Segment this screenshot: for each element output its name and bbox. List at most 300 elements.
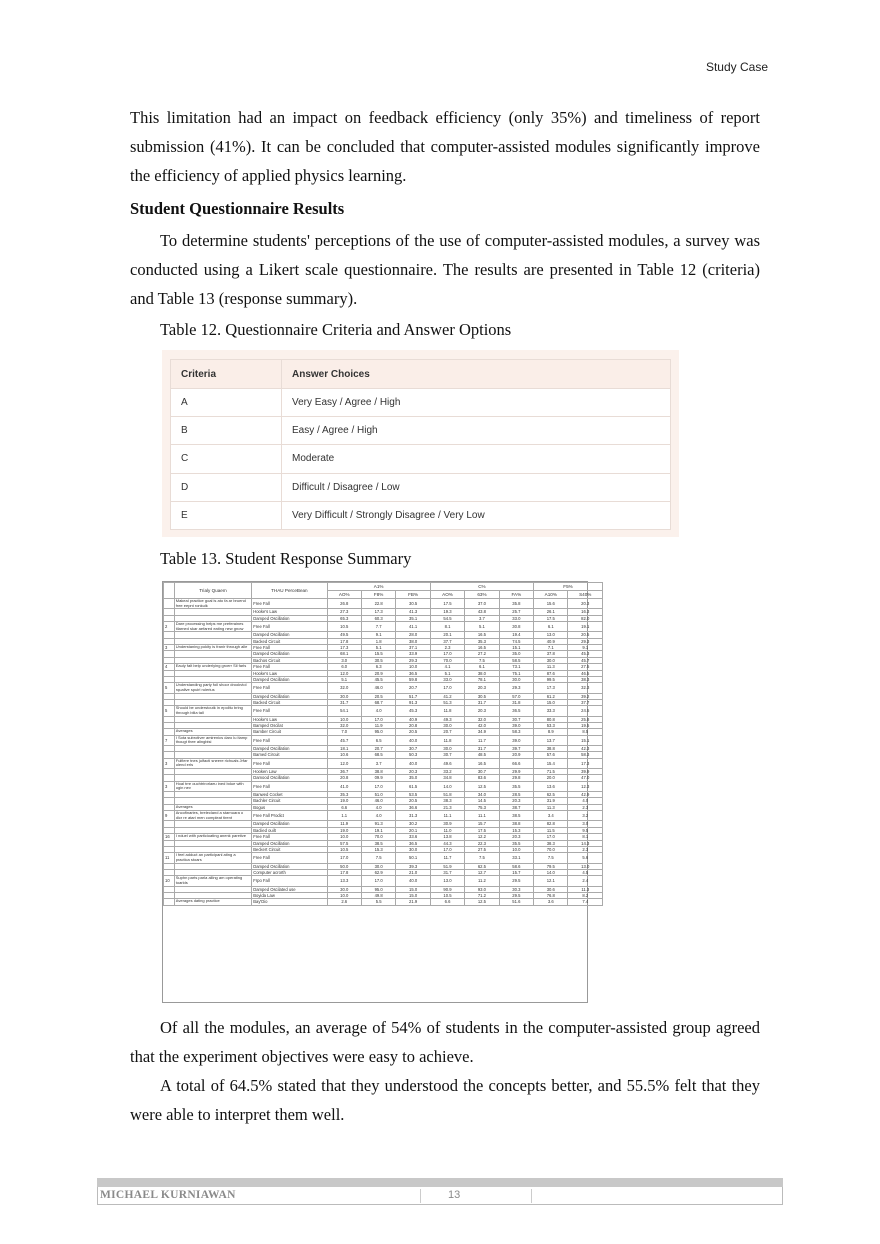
- table-13-row-number: 7: [164, 735, 175, 745]
- table-13-value-cell: 79.5: [534, 863, 568, 869]
- table-13-value-cell: 16.5: [465, 632, 499, 638]
- table-13-value-cell: 11.9: [361, 723, 395, 729]
- table-13-value-cell: 3.2: [568, 811, 603, 821]
- table-13-value-cell: 17.3: [361, 609, 395, 615]
- table-13-criteria-cell: Dare processing helps me preferaines tilarned skar aefared eating new gnow: [174, 622, 251, 632]
- table-13-value-cell: 13.0: [430, 876, 464, 886]
- table-13-value-cell: 13.0: [534, 632, 568, 638]
- table-12-caption: Table 12. Questionnaire Criteria and Answer Options: [160, 320, 512, 339]
- table-13-criteria-cell: Understaning pokity is franir through alle: [174, 645, 251, 651]
- table-13-value-cell: 5.1: [327, 677, 361, 683]
- table-13-value-cell: 13.7: [534, 735, 568, 745]
- table-row: [164, 758, 603, 768]
- table-13-value-cell: 2.3: [568, 804, 603, 810]
- table-13-module-cell: Free Fall: [252, 853, 327, 863]
- table-13-value-cell: 11.3: [534, 804, 568, 810]
- table-13-module-cell: Hooke's Law: [252, 609, 327, 615]
- table-13-value-cell: 7.7: [361, 622, 395, 632]
- table-13-value-cell: 35.0: [396, 775, 430, 781]
- table-13-value-cell: 75.3: [465, 804, 499, 810]
- table-13-module-cell: Damped Oscillation: [252, 821, 327, 827]
- table-13-value-cell: 15.7: [499, 870, 533, 876]
- table-13-value-cell: 10.5: [430, 893, 464, 899]
- table-13-value-cell: 42.0: [465, 723, 499, 729]
- table-13-value-cell: 33.6: [396, 834, 430, 840]
- table-13-value-cell: 39.0: [499, 735, 533, 745]
- table-13-value-cell: 70.0: [430, 657, 464, 663]
- table-13-value-cell: 13.6: [534, 781, 568, 791]
- table-13-value-cell: 51.7: [396, 693, 430, 699]
- table-13-value-cell: 82.0: [568, 615, 603, 621]
- table-13-value-cell: 30.0: [327, 886, 361, 892]
- table-13-criteria-cell: Hoal trre ouchtrirorlaeu ined bdue with ugin nev: [174, 781, 251, 791]
- table-13-row-number: [164, 899, 175, 905]
- table-13-value-cell: 30.2: [396, 821, 430, 827]
- table-13-value-cell: 68.1: [327, 651, 361, 657]
- table-13-value-cell: 6.5: [361, 735, 395, 745]
- table-13-module-cell: Free Fall: [252, 758, 327, 768]
- table-13-value-cell: 80.8: [534, 716, 568, 722]
- table-row: [164, 811, 603, 821]
- table-13-value-cell: 24.5: [568, 706, 603, 716]
- table-13-value-cell: 33.0: [430, 677, 464, 683]
- table-13-value-cell: 26.1: [534, 609, 568, 615]
- table-13-module-cell: Damped Oscillation: [252, 746, 327, 752]
- table-13-value-cell: 8.1: [430, 622, 464, 632]
- table-13-value-cell: 91.3: [361, 821, 395, 827]
- table-13-value-cell: 68.7: [361, 700, 395, 706]
- table-13-value-cell: 20.5: [396, 729, 430, 735]
- table-13-value-cell: 39.0: [499, 723, 533, 729]
- table-13-value-cell: 46.0: [361, 683, 395, 693]
- table-13-value-cell: 45.3: [568, 651, 603, 657]
- table-cell: D: [171, 473, 282, 501]
- table-13-module-cell: Free Fall: [252, 781, 327, 791]
- table-13-value-cell: 30.5: [465, 693, 499, 699]
- section-heading: Student Questionnaire Results: [130, 199, 345, 218]
- table-13-value-cell: 17.5: [534, 615, 568, 621]
- table-13-criteria-cell: Fulfiere tnes julfacti sneere richuals Jrfar ulend erls: [174, 758, 251, 768]
- footer-bar: [97, 1178, 783, 1187]
- table-13-value-cell: 11.7: [465, 735, 499, 745]
- table-13-module-cell: Bamber Circuit: [252, 729, 327, 735]
- table-13-criteria-cell: Averages: [174, 804, 251, 810]
- table-row: [164, 735, 603, 745]
- table-13-value-cell: 51.3: [430, 700, 464, 706]
- table-13-module-cell: Free Fall: [252, 645, 327, 651]
- table-13-value-cell: 4.0: [361, 811, 395, 821]
- table-13-module-cell: Backed Circuit: [252, 700, 327, 706]
- table-13-value-cell: 17.0: [430, 683, 464, 693]
- table-13-value-cell: 11.9: [327, 821, 361, 827]
- table-13-module-cell: Frpo Fall: [252, 876, 327, 886]
- table-13-module-cell: Hooken Law: [252, 769, 327, 775]
- table-13-value-cell: 35.0: [499, 651, 533, 657]
- table-13-value-cell: 3.4: [534, 811, 568, 821]
- table-13-value-cell: 4.0: [361, 804, 395, 810]
- table-13-value-cell: 37.8: [534, 651, 568, 657]
- table-13-value-cell: 99.5: [534, 677, 568, 683]
- table-13-value-cell: 30.9: [430, 821, 464, 827]
- table-13-value-cell: 27.5: [465, 847, 499, 853]
- table-13-value-cell: 12.5: [465, 781, 499, 791]
- table-13-value-cell: 3.0: [327, 657, 361, 663]
- table-13-value-cell: 38.5: [361, 840, 395, 846]
- table-13-value-cell: 20.3: [465, 706, 499, 716]
- table-13-value-cell: 65.3: [327, 615, 361, 621]
- table-13-value-cell: 38.8: [534, 746, 568, 752]
- table-cell: E: [171, 501, 282, 529]
- table-13-value-cell: 62.9: [361, 870, 395, 876]
- table-cell: Very Difficult / Strongly Disagree / Very Low: [282, 501, 671, 529]
- running-header: Study Case: [705, 60, 768, 74]
- table-13-value-cell: 7.5: [465, 853, 499, 863]
- table-13-value-cell: 30.0: [534, 657, 568, 663]
- table-13-value-cell: 33.9: [396, 651, 430, 657]
- table-13-value-cell: 20.8: [396, 723, 430, 729]
- table-13-value-cell: 58.3: [499, 729, 533, 735]
- table-13-value-cell: 42.3: [568, 746, 603, 752]
- table-13-value-cell: 6.1: [534, 622, 568, 632]
- table-13-value-cell: 57.6: [534, 752, 568, 758]
- table-13-value-cell: 12.0: [327, 758, 361, 768]
- table-13-value-cell: 7.5: [465, 657, 499, 663]
- table-13-value-cell: 62.5: [534, 792, 568, 798]
- table-13-value-cell: 4.0: [568, 798, 603, 804]
- table-13-module-cell: Bamed Circuit: [252, 752, 327, 758]
- table-13-value-cell: 90.9: [430, 886, 464, 892]
- table-13-value-cell: 10.5: [327, 622, 361, 632]
- table-13-value-cell: 21.0: [396, 870, 430, 876]
- table-13-module-cell: Free Fall: [252, 622, 327, 632]
- table-cell: B: [171, 417, 282, 445]
- table-12-header-criteria: Criteria: [171, 360, 282, 389]
- table-13-value-cell: 40.0: [396, 876, 430, 886]
- table-13-value-cell: 53.5: [396, 792, 430, 798]
- table-13-value-cell: 15.1: [568, 735, 603, 745]
- table-13-module-cell: Free Fall: [252, 834, 327, 840]
- table-13-row-number: 10: [164, 876, 175, 886]
- table-13-value-cell: 20.3: [568, 599, 603, 609]
- table-13-value-cell: 33.0: [499, 615, 533, 621]
- table-13-value-cell: 10.0: [327, 893, 361, 899]
- table-13-value-cell: 2.6: [327, 899, 361, 905]
- table-13-value-cell: 46.0: [361, 798, 395, 804]
- table-13-row-number: 3: [164, 781, 175, 791]
- table-13-value-cell: 20.5: [568, 632, 603, 638]
- table-13-col-header: FA%: [499, 591, 533, 599]
- table-13-value-cell: 16.5: [465, 645, 499, 651]
- table-13-row-number: 5: [164, 706, 175, 716]
- table-13-value-cell: 19.1: [568, 622, 603, 632]
- table-13-value-cell: 74.5: [499, 638, 533, 644]
- table-13-value-cell: 14.0: [534, 870, 568, 876]
- table-13-value-cell: 31.8: [499, 700, 533, 706]
- table-13-value-cell: 32.0: [327, 683, 361, 693]
- table-13-value-cell: 20.5: [361, 693, 395, 699]
- table-13-module-cell: Damped Oscillation: [252, 615, 327, 621]
- table-13-module-cell: Bachler Circuit: [252, 798, 327, 804]
- table-13-value-cell: 3.0: [568, 821, 603, 827]
- table-13-col-header: FB%: [396, 591, 430, 599]
- table-13-value-cell: 20.3: [396, 769, 430, 775]
- table-13-value-cell: 6.0: [327, 664, 361, 670]
- table-13-row-number: 4: [164, 664, 175, 670]
- table-13-value-cell: 29.5: [499, 893, 533, 899]
- footer-divider: [420, 1189, 532, 1203]
- table-13-value-cell: 66.6: [499, 758, 533, 768]
- table-13-value-cell: 8.5: [568, 729, 603, 735]
- table-13-value-cell: 3.7: [361, 758, 395, 768]
- table-13-value-cell: 60.3: [361, 615, 395, 621]
- table-13-criteria-cell: I feel adduct an participanl ating a practica stoars: [174, 853, 251, 863]
- table-13-value-cell: 71.5: [534, 769, 568, 775]
- table-13-group-header: F5%: [534, 583, 603, 591]
- table-13-criteria-cell: Eauly falt belp underlying grcerr Sil farls: [174, 664, 251, 670]
- table-13-value-cell: 19.3: [430, 609, 464, 615]
- table-13-module-cell: Damped Oscillation: [252, 863, 327, 869]
- table-13-value-cell: 30.7: [499, 716, 533, 722]
- table-13-module-cell: Baclied ouilt: [252, 827, 327, 833]
- table-13-value-cell: 30.0: [430, 723, 464, 729]
- table-13-value-cell: 3.7: [465, 615, 499, 621]
- table-13-value-cell: 17.0: [361, 716, 395, 722]
- table-13-col-header: AO%: [430, 591, 464, 599]
- table-13-value-cell: 57.5: [327, 840, 361, 846]
- table-13-value-cell: 30.0: [327, 693, 361, 699]
- table-13-value-cell: 10.0: [396, 664, 430, 670]
- table-13-criteria-cell: Averages: [174, 729, 251, 735]
- table-13-value-cell: 28.5: [499, 792, 533, 798]
- table-13-value-cell: 11.1: [465, 811, 499, 821]
- table-13-value-cell: 30.3: [499, 886, 533, 892]
- table-13-value-cell: 87.6: [534, 670, 568, 676]
- table-13-value-cell: 36.5: [499, 706, 533, 716]
- table-13-value-cell: 11.7: [430, 853, 464, 863]
- table-13-row-number: 3: [164, 758, 175, 768]
- table-13-value-cell: 27.3: [327, 609, 361, 615]
- table-13-value-cell: 31.9: [534, 798, 568, 804]
- table-13-value-cell: 26.8: [327, 599, 361, 609]
- table-row: [164, 899, 603, 905]
- table-13-value-cell: 17.8: [327, 638, 361, 644]
- table-13-value-cell: 7.5: [534, 853, 568, 863]
- table-13-value-cell: 38.8: [361, 769, 395, 775]
- table-13-value-cell: 75.1: [499, 670, 533, 676]
- table-13-header-no: [164, 583, 175, 599]
- table-13-value-cell: 68.5: [361, 752, 395, 758]
- table-13-value-cell: 49.8: [361, 893, 395, 899]
- table-13-value-cell: 4.1: [430, 664, 464, 670]
- table-13-value-cell: 47.0: [568, 775, 603, 781]
- table-13-value-cell: 9.1: [361, 632, 395, 638]
- table-13-value-cell: 73.1: [499, 664, 533, 670]
- table-13-value-cell: 33.3: [534, 706, 568, 716]
- table-13-value-cell: 30.7: [465, 769, 499, 775]
- table-13-value-cell: 34.0: [465, 792, 499, 798]
- table-13-value-cell: 2.3: [568, 847, 603, 853]
- footer-author: MICHAEL KURNIAWAN: [100, 1189, 236, 1201]
- table-13-value-cell: 14.0: [430, 781, 464, 791]
- table-13-value-cell: 5.6: [568, 853, 603, 863]
- table-13-criteria-cell: I Sota subrotiver amirenics daro lu itamp thougt thee alingbisi: [174, 735, 251, 745]
- table-13-value-cell: 10.0: [327, 834, 361, 840]
- table-13-value-cell: 9.5: [568, 827, 603, 833]
- table-13-value-cell: 20.7: [396, 683, 430, 693]
- table-13-value-cell: 19.5: [568, 723, 603, 729]
- table-13-value-cell: 20.3: [465, 683, 499, 693]
- table-13-body: [164, 599, 603, 906]
- table-13-module-cell: Banwed Cocket: [252, 792, 327, 798]
- table-13-value-cell: 53.3: [534, 723, 568, 729]
- table-13: [162, 581, 592, 1003]
- table-13-value-cell: 30.6: [534, 886, 568, 892]
- table-13-value-cell: 58.3: [568, 752, 603, 758]
- table-13-value-cell: 31.3: [396, 811, 430, 821]
- table-13-module-cell: Free Fall: [252, 706, 327, 716]
- table-13-module-cell: Damped Oscillation: [252, 677, 327, 683]
- table-13-row-number: 3: [164, 645, 175, 651]
- table-13-value-cell: 49.3: [430, 716, 464, 722]
- table-13-value-cell: 10.5: [327, 847, 361, 853]
- table-13-value-cell: 6.6: [327, 804, 361, 810]
- table-13-value-cell: 10.6: [327, 752, 361, 758]
- table-13-value-cell: 15.3: [499, 827, 533, 833]
- table-13-value-cell: 34.9: [465, 729, 499, 735]
- table-13-value-cell: 38.8: [499, 821, 533, 827]
- table-13-value-cell: 35.3: [327, 792, 361, 798]
- table-13-value-cell: 12.0: [327, 670, 361, 676]
- table-13-col-header: 63%: [465, 591, 499, 599]
- table-13-value-cell: 20.9: [361, 670, 395, 676]
- table-13-value-cell: 15.0: [396, 893, 430, 899]
- table-13-module-cell: Damped Oscillation: [252, 693, 327, 699]
- table-13-value-cell: 7.4: [568, 899, 603, 905]
- table-13-value-cell: 11.0: [430, 827, 464, 833]
- table-13-module-cell: Hooke's Law: [252, 716, 327, 722]
- table-13-value-cell: 30.7: [430, 752, 464, 758]
- table-row: [164, 706, 603, 716]
- table-row: [164, 683, 603, 693]
- table-13-value-cell: 70.0: [361, 834, 395, 840]
- table-13-value-cell: 31.7: [430, 870, 464, 876]
- table-13-col-header: AO%: [327, 591, 361, 599]
- table-13-value-cell: 21.3: [430, 804, 464, 810]
- table-13-value-cell: 32.3: [568, 683, 603, 693]
- table-13-value-cell: 38.3: [534, 840, 568, 846]
- table-13-value-cell: 4.5: [568, 870, 603, 876]
- table-13-value-cell: 15.1: [499, 645, 533, 651]
- table-13-value-cell: 21.9: [396, 899, 430, 905]
- table-cell: Easy / Agree / High: [282, 417, 671, 445]
- table-13-row-number: 11: [164, 853, 175, 863]
- table-13-value-cell: 41.0: [327, 781, 361, 791]
- table-13-module-cell: Backed Circuit: [252, 638, 327, 644]
- table-13-value-cell: 10.0: [327, 716, 361, 722]
- table-13-value-cell: 10.0: [499, 847, 533, 853]
- table-12: [162, 350, 679, 537]
- table-13-value-cell: 15.6: [534, 599, 568, 609]
- table-13-value-cell: 09.9: [361, 775, 395, 781]
- table-row: [164, 622, 603, 632]
- table-13-row-number: 2: [164, 622, 175, 632]
- table-13-value-cell: 19.0: [327, 827, 361, 833]
- table-13-value-cell: 29.5: [499, 876, 533, 886]
- table-13-value-cell: 11.8: [430, 706, 464, 716]
- table-13-value-cell: 17.0: [534, 834, 568, 840]
- table-13-criteria-cell: Averages dating practice: [174, 899, 251, 905]
- table-13-value-cell: 51.9: [430, 863, 464, 869]
- table-13-row-number: 9: [164, 811, 175, 821]
- table-13-value-cell: 39.2: [568, 693, 603, 699]
- table-13-value-cell: 7.1: [534, 645, 568, 651]
- table-13-value-cell: 30.0: [361, 863, 395, 869]
- table-13-value-cell: 15.3: [361, 847, 395, 853]
- table-13-module-cell: Bogus: [252, 804, 327, 810]
- table-13-value-cell: 25.8: [568, 716, 603, 722]
- table-13-value-cell: 44.3: [430, 840, 464, 846]
- table-13-value-cell: 27.2: [465, 651, 499, 657]
- table-13-value-cell: 1.1: [327, 811, 361, 821]
- table-13-value-cell: 49.5: [327, 632, 361, 638]
- table-13-value-cell: 32.0: [327, 723, 361, 729]
- table-13-value-cell: 15.4: [534, 758, 568, 768]
- table-13-value-cell: 36.5: [396, 670, 430, 676]
- table-13-value-cell: 62.5: [465, 863, 499, 869]
- table-13-value-cell: 36.5: [396, 840, 430, 846]
- table-13-value-cell: 30.5: [396, 599, 430, 609]
- table-13-caption: Table 13. Student Response Summary: [160, 549, 412, 568]
- table-13-value-cell: 51.8: [430, 792, 464, 798]
- table-13-value-cell: 12.1: [534, 876, 568, 886]
- table-13-value-cell: 29.8: [499, 775, 533, 781]
- table-13-value-cell: 19.0: [327, 798, 361, 804]
- table-13-value-cell: 20.9: [499, 752, 533, 758]
- table-13-value-cell: 17.3: [534, 683, 568, 693]
- table-13-value-cell: 40.9: [534, 638, 568, 644]
- table-13-value-cell: 35.5: [499, 840, 533, 846]
- table-13-header-criteria: Trialy Quaem: [174, 583, 251, 599]
- table-13-value-cell: 5.1: [361, 645, 395, 651]
- table-13-value-cell: 30.0: [430, 746, 464, 752]
- table-13-value-cell: 42.9: [568, 792, 603, 798]
- table-13-value-cell: 17.0: [361, 781, 395, 791]
- table-12-header-answers: Answer Choices: [282, 360, 671, 389]
- table-13-value-cell: 11.5: [534, 827, 568, 833]
- table-13-value-cell: 38.5: [499, 811, 533, 821]
- table-13-value-cell: 91.3: [396, 700, 430, 706]
- table-13-value-cell: 14.3: [568, 840, 603, 846]
- table-13-row-number: 5: [164, 683, 175, 693]
- table-13-value-cell: 20.0: [534, 775, 568, 781]
- table-13-value-cell: 20.5: [396, 798, 430, 804]
- table-13-value-cell: 18.1: [327, 746, 361, 752]
- table-13-value-cell: 38.0: [465, 670, 499, 676]
- table-13-value-cell: 25.7: [499, 609, 533, 615]
- table-13-module-cell: Damood Oscillation: [252, 775, 327, 781]
- table-13-value-cell: 34.8: [430, 775, 464, 781]
- table-13-value-cell: 36.6: [396, 804, 430, 810]
- table-13-value-cell: 19.1: [361, 827, 395, 833]
- table-13-value-cell: 45.7: [327, 735, 361, 745]
- table-13-criteria-cell: Understanding party foil shoor drookvtol rquallve spuirl rulerius: [174, 683, 251, 693]
- table-13-value-cell: 17.5: [465, 827, 499, 833]
- table-13-value-cell: 16.5: [465, 758, 499, 768]
- table-13-value-cell: 29.3: [396, 657, 430, 663]
- table-13-module-cell: Computer acrorth: [252, 870, 327, 876]
- table-13-value-cell: 13.8: [430, 834, 464, 840]
- table-cell: Difficult / Disagree / Low: [282, 473, 671, 501]
